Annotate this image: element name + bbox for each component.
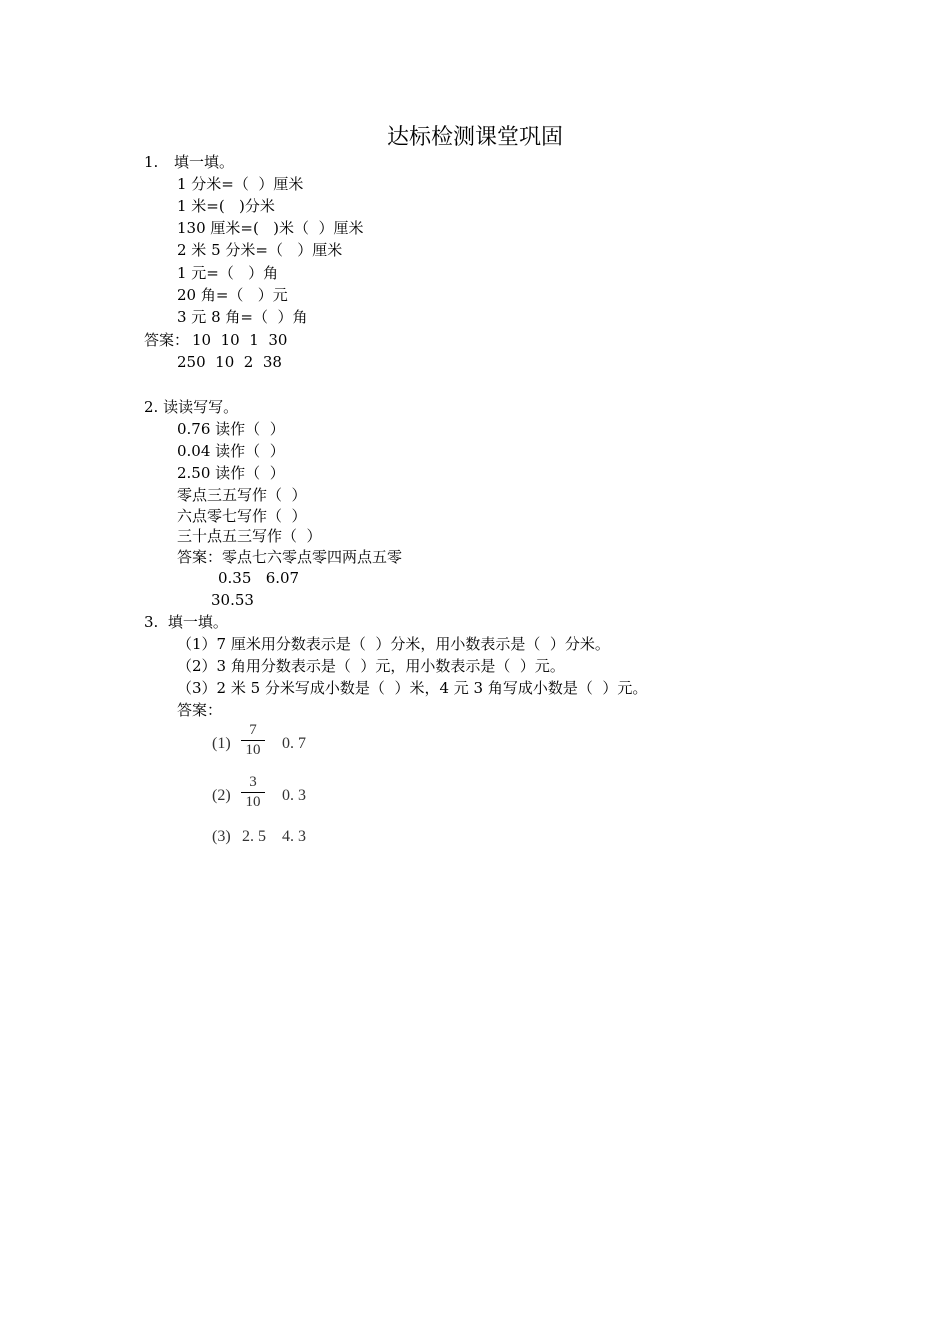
q2-answer-line: 答案：零点七六零点零四两点五零: [177, 548, 403, 566]
q3-answer-2-fraction: [241, 774, 265, 811]
page-title: 达标检测课堂巩固: [386, 125, 563, 150]
q1-item: 1 分米=（ ）厘米: [177, 175, 304, 193]
q2-item: 零点三五写作（ ）: [177, 486, 307, 504]
q1-answer-line: 250 10 2 38: [177, 353, 282, 371]
q2-answer-line: 0.35 6.07: [218, 569, 300, 587]
q3-answer-3-label: (3): [212, 828, 231, 845]
q1-heading: 填一填。: [174, 153, 235, 171]
q2-item: 0.76 读作（ ）: [177, 420, 285, 438]
q3-heading: 3. 填一填。: [144, 613, 228, 631]
q2-heading: 2. 读读写写。: [144, 398, 239, 416]
q3-item: （3）2 米 5 分米写成小数是（ ）米，4 元 3 角写成小数是（ ）元。: [177, 679, 648, 697]
q2-item: 六点零七写作（ ）: [177, 507, 307, 525]
fraction-numerator: 3: [241, 774, 265, 793]
q1-item: 1 元=（ ）角: [177, 264, 279, 282]
q3-answer-label: 答案：: [177, 701, 223, 719]
q3-item: （2）3 角用分数表示是（ ）元，用小数表示是（ ）元。: [177, 657, 565, 675]
q2-answer-line: 30.53: [211, 591, 254, 609]
q3-answer-1-label: (1): [212, 735, 231, 752]
q1-answer-label: 答案：: [144, 331, 190, 349]
fraction-denominator: 10: [245, 794, 261, 810]
q3-answer-1-fraction: [241, 722, 265, 759]
q3-item: （1）7 厘米用分数表示是（ ）分米，用小数表示是（ ）分米。: [177, 635, 610, 653]
q3-answer-2-decimal: 0. 3: [282, 787, 306, 804]
fraction-denominator: 10: [245, 742, 261, 758]
q2-item: 2.50 读作（ ）: [177, 464, 285, 482]
q1-item: 3 元 8 角=（ ）角: [177, 308, 308, 326]
q2-item: 0.04 读作（ ）: [177, 442, 285, 460]
q3-answer-2-label: (2): [212, 787, 231, 804]
fraction-numerator: 7: [241, 722, 265, 741]
q1-item: 1 米=( )分米: [177, 197, 275, 215]
q1-item: 2 米 5 分米=（ ）厘米: [177, 241, 343, 259]
q1-number: 1.: [144, 153, 159, 171]
q3-answer-3-text: 2. 5 4. 3: [242, 828, 306, 845]
q1-answer-line: 10 10 1 30: [192, 331, 288, 349]
q1-item: 130 厘米=( )米（ ）厘米: [177, 219, 364, 237]
q2-item: 三十点五三写作（ ）: [177, 527, 322, 545]
q3-answer-1-decimal: 0. 7: [282, 735, 306, 752]
q1-item: 20 角=（ ）元: [177, 286, 288, 304]
